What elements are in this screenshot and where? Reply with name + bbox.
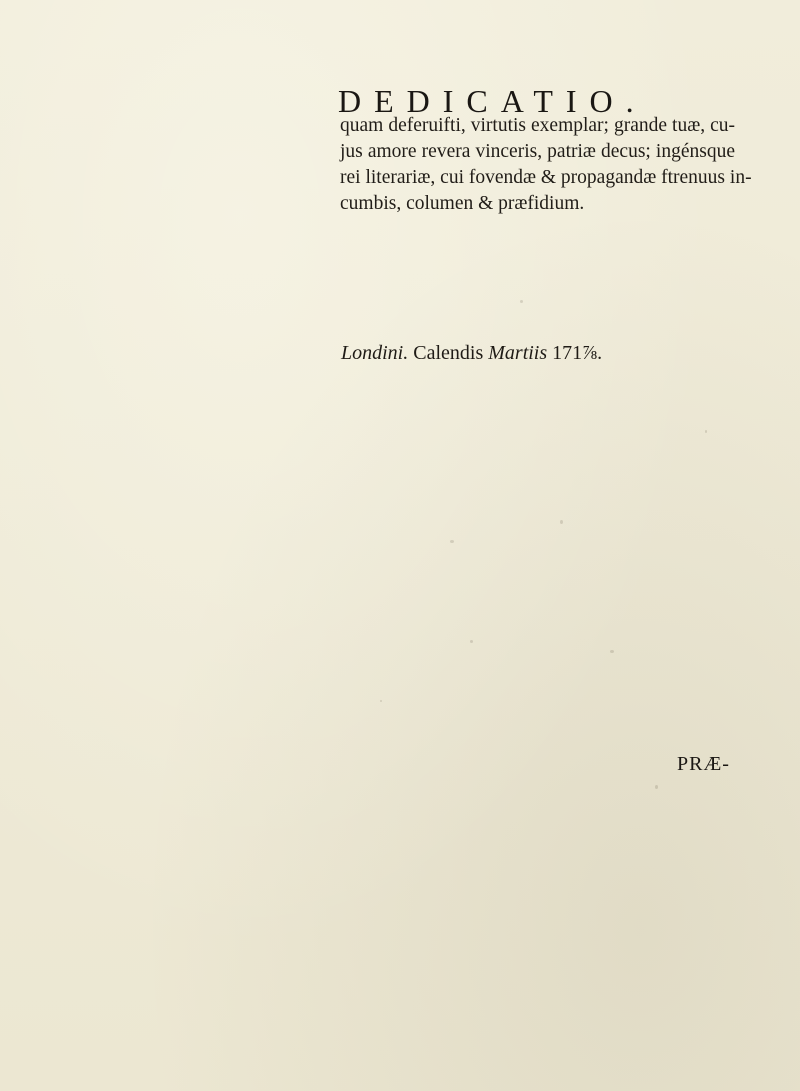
paper-speckle xyxy=(470,640,473,643)
paragraph-line: rei literariæ, cui fovendæ & propagandæ ftrenuus in- xyxy=(340,167,752,188)
dateline xyxy=(341,342,602,365)
paper-speckle xyxy=(520,300,523,303)
dateline-year: 171⅞. xyxy=(552,342,603,364)
paragraph-line: quam deferuifti, virtutis exemplar; grande tuæ, cu- xyxy=(340,115,735,136)
paper-speckle xyxy=(610,650,614,653)
paper-speckle xyxy=(450,540,454,543)
paragraph-line: jus amore revera vinceris, patriæ decus; ingénsque xyxy=(340,141,735,162)
dedication-paragraph xyxy=(340,113,752,217)
dateline-month: Martiis xyxy=(488,342,548,364)
page-heading: DEDICATIO. xyxy=(338,83,647,119)
paper-speckle xyxy=(705,430,707,433)
paper-speckle xyxy=(560,520,563,524)
paragraph-line: cumbis, columen & præfidium. xyxy=(340,193,585,214)
paper-speckle xyxy=(380,700,382,702)
paper-speckle xyxy=(655,785,658,789)
dateline-place: Londini. xyxy=(341,342,409,364)
catchword: PRÆ- xyxy=(677,753,730,775)
dateline-day: Calendis xyxy=(413,342,484,364)
